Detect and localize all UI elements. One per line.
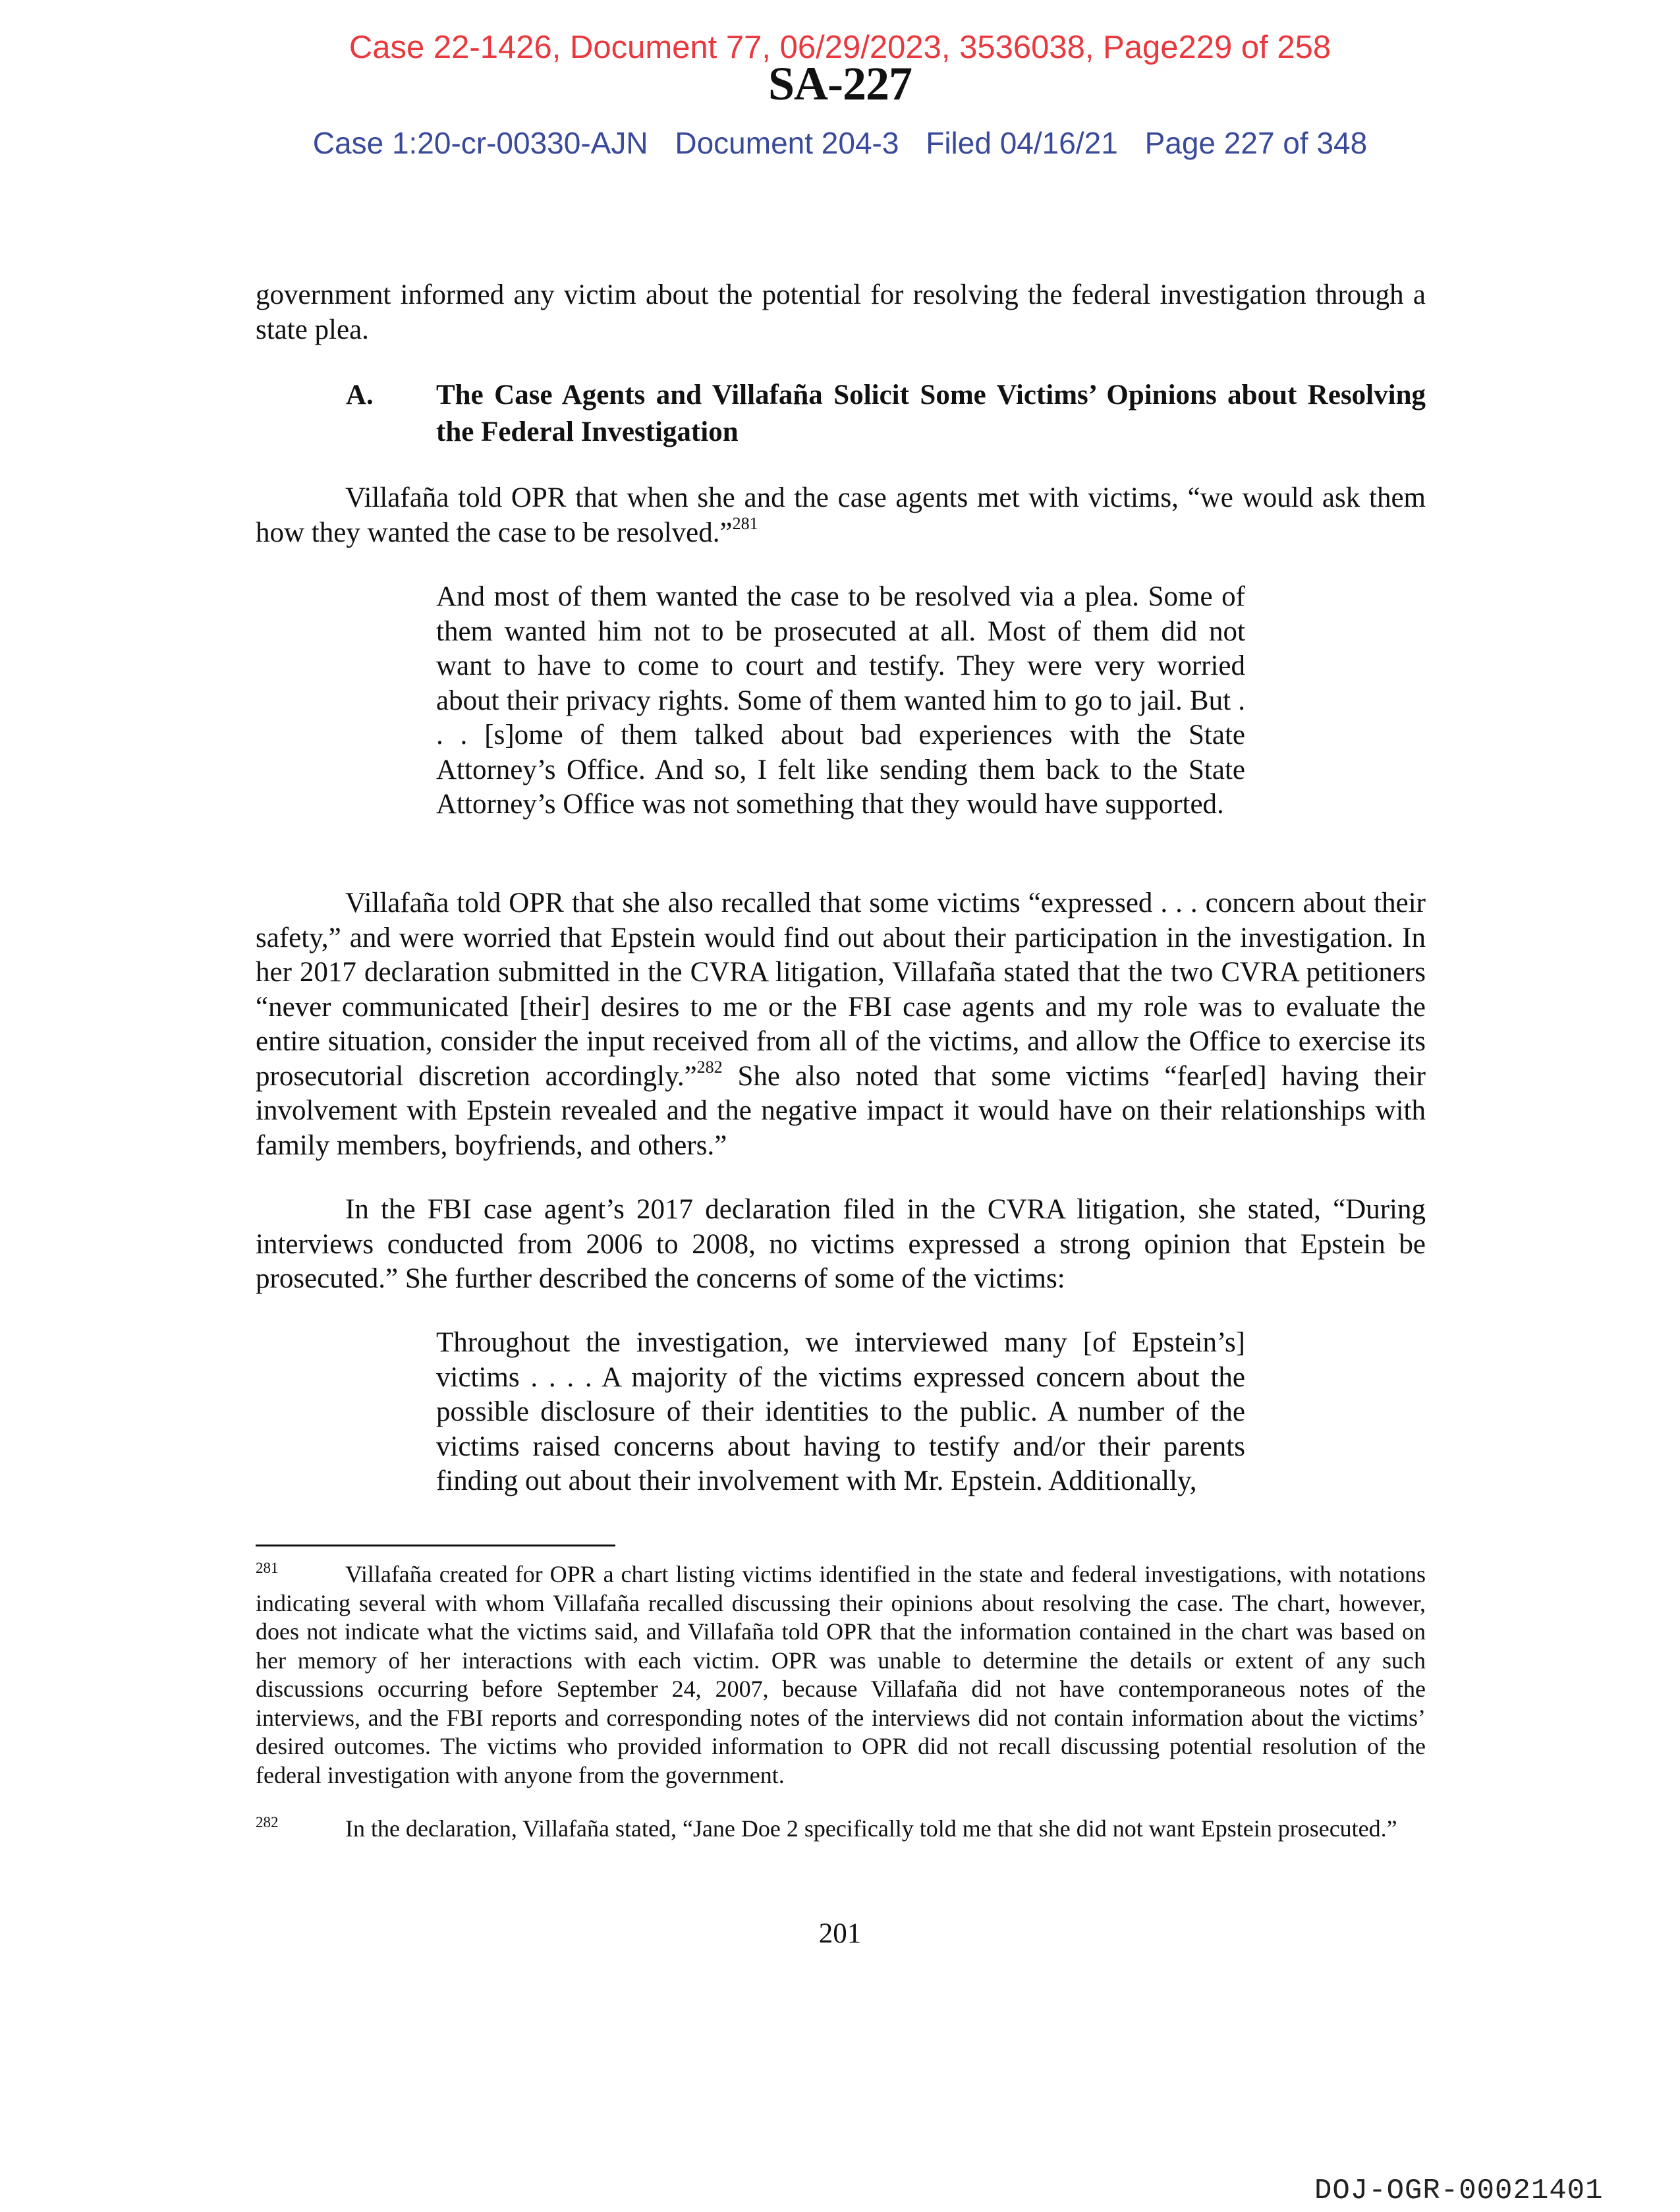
page-number: 201: [818, 1918, 862, 1949]
appellate-case-stamp: Case 22-1426, Document 77, 06/29/2023, 3536038, Page229 of 258: [349, 30, 1331, 65]
footnote-ref-281[interactable]: 281: [732, 513, 758, 533]
document-number: Document 204-3: [675, 126, 899, 160]
sa-page-number: SA-227: [768, 57, 912, 110]
block-quote-2: Throughout the investigation, we interviewed many [of Epstein’s] victims . . . . A majority of the victims expressed concern about the possible disclosure of their identities to the public. A number of the victims raised concerns about having to testify and/or their parents finding out about their involvement with Mr. Epstein. Additionally,: [436, 1327, 1245, 1496]
paragraph-1-text: Villafaña told OPR that when she and the case agents met with victims, “we would ask them how they wanted the case to be resolved.”: [256, 482, 1426, 548]
section-heading: [256, 377, 1426, 451]
footnote-ref-282[interactable]: 282: [696, 1057, 723, 1077]
section-title: The Case Agents and Villafaña Solicit Some Victims’ Opinions about Resolving the Federal Investigation: [436, 380, 1426, 447]
paragraph-2-text: Villafaña told OPR that she also recalled that some victims “expressed . . . concern about their safety,” and were worried that Epstein would find out about their participation in the investigation. In her 2017 declaration submitted in the CVRA litigation, Villafaña stated that the two CVRA petitioners “never communicated [their] desires to me or the FBI case agents and my role was to evaluate the entire situation, consider the input received from all of the victims, and allow the Office to exercise its prosecutorial discretion accordingly.”: [256, 888, 1426, 1092]
page-count: Page 227 of 348: [1144, 126, 1368, 160]
paragraph-1: [256, 481, 1426, 550]
block-quote-1: And most of them wanted the case to be resolved via a plea. Some of them wanted him not to be prosecuted at all. Most of them did not want to have to come to court and testify. They were very worried about their privacy rights. Some of them wanted him to go to jail. But . . . [s]ome of them talked about bad experiences with the State Attorney’s Office. And so, I felt like sending them back to the State Attorney’s Office was not something that they would have supported.: [436, 581, 1245, 820]
continuation-paragraph: government informed any victim about the potential for resolving the federal investigation through a state plea.: [256, 279, 1426, 345]
paragraph-3: In the FBI case agent’s 2017 declaration filed in the CVRA litigation, she stated, “During interviews conducted from 2006 to 2008, no victims expressed a strong opinion that Epstein be prosecuted.” She further described the concerns of some of the victims:: [256, 1194, 1426, 1294]
paragraph-2-text-cont: She also noted that some victims “fear[ed] having their involvement with Epstein revealed and the negative impact it would have on their relationships with family members, boyfriends, and others.”: [256, 1060, 1426, 1161]
footnote-282: 282 In the declaration, Villafaña stated, “Jane Doe 2 specifically told me that she did not want Epstein prosecuted.”: [256, 1814, 1397, 1842]
section-label: A.: [346, 380, 374, 411]
footnote-divider: [256, 1545, 615, 1546]
footnote-281: 281 Villafaña created for OPR a chart listing victims identified in the state and federal investigations, with notations indicating several with whom Villafaña recalled discussing their opinions about resolving the case. The chart, however, does not indicate what the victims said, and Villafaña told OPR that the information contained in the chart was based on her memory of her interactions with each victim. OPR was unable to determine the details or extent of any such discussions occurring before September 24, 2007, because Villafaña did not have contemporaneous notes of the interviews, and the FBI reports and corresponding notes of the interviews did not contain information about the victims’ desired outcomes. The victims who provided information to OPR did not recall discussing potential resolution of the federal investigation with anyone from the government.: [256, 1560, 1426, 1788]
footnote-text: Villafaña created for OPR a chart listing victims identified in the state and federal investigations, with notations indicating several with whom Villafaña recalled discussing their opinions about resolving the case. The chart, however, does not indicate what the victims said, and Villafaña told OPR that the information contained in the chart was based on her memory of her interactions with each victim. OPR was unable to determine the details or extent of any such discussions occurring before September 24, 2007, because Villafaña did not have contemporaneous notes of the interviews, and the FBI reports and corresponding notes of the interviews did not contain information about the victims’ desired outcomes. The victims who provided information to OPR did not recall discussing potential resolution of the federal investigation with anyone from the government.: [256, 1561, 1426, 1788]
case-number: Case 1:20-cr-00330-AJN: [312, 126, 648, 160]
filed-date: Filed 04/16/21: [926, 126, 1118, 160]
paragraph-2: [256, 886, 1426, 1163]
district-case-stamp: [0, 125, 1680, 161]
bates-number: DOJ-OGR-00021401: [1314, 2174, 1604, 2207]
footnote-text: In the declaration, Villafaña stated, “Jane Doe 2 specifically told me that she did not want Epstein prosecuted.”: [345, 1815, 1397, 1842]
